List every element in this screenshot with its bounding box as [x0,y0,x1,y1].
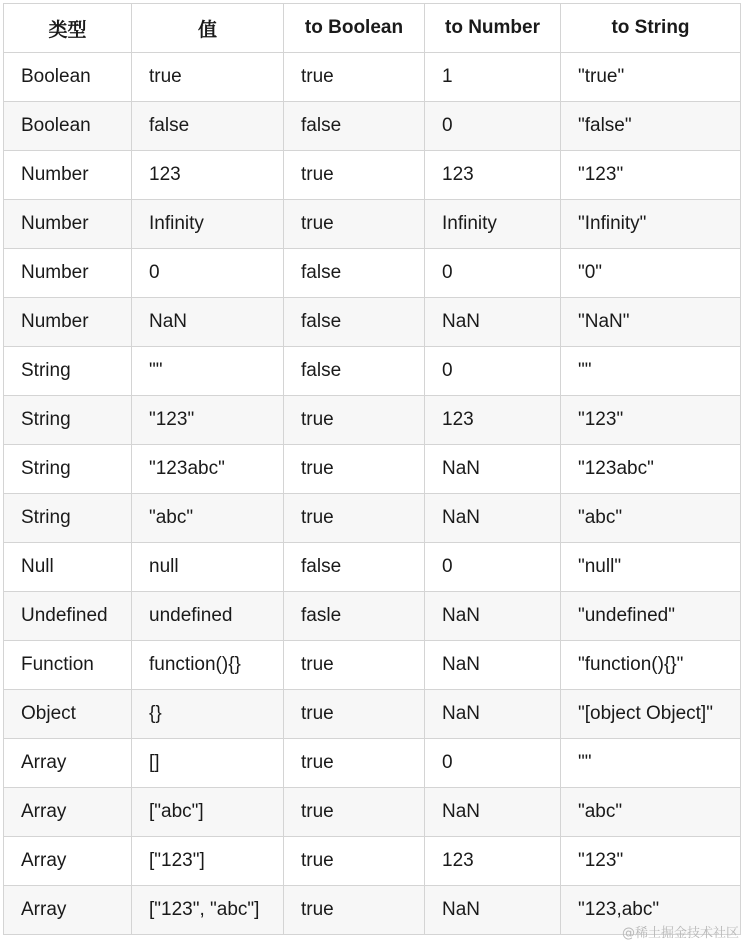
to-boolean-cell: fasle [284,592,425,641]
table-row [4,200,741,249]
header-type: 类型 [4,4,132,53]
table-row [4,396,741,445]
to-string-cell: "123" [561,151,741,200]
to-number-cell: NaN [425,592,561,641]
to-number-cell: NaN [425,788,561,837]
to-number-cell: 0 [425,249,561,298]
to-boolean-cell: true [284,886,425,935]
to-boolean-cell: true [284,837,425,886]
to-number-cell: 123 [425,396,561,445]
value-cell: "abc" [132,494,284,543]
value-cell: null [132,543,284,592]
to-boolean-cell: true [284,200,425,249]
type-cell: Boolean [4,102,132,151]
to-string-cell: "abc" [561,788,741,837]
to-string-cell: "abc" [561,494,741,543]
value-cell: [] [132,739,284,788]
to-number-cell: 1 [425,53,561,102]
to-string-cell: "null" [561,543,741,592]
type-cell: Array [4,886,132,935]
value-cell: ["abc"] [132,788,284,837]
value-cell: undefined [132,592,284,641]
to-boolean-cell: false [284,102,425,151]
table-row [4,592,741,641]
to-number-cell: 0 [425,102,561,151]
to-number-cell: NaN [425,641,561,690]
header-to-string: to String [561,4,741,53]
header-to-boolean: to Boolean [284,4,425,53]
value-cell: Infinity [132,200,284,249]
to-boolean-cell: true [284,494,425,543]
to-string-cell: "" [561,739,741,788]
to-string-cell: "0" [561,249,741,298]
to-number-cell: 0 [425,543,561,592]
header-value: 值 [132,4,284,53]
type-cell: Array [4,739,132,788]
table-row [4,788,741,837]
to-boolean-cell: false [284,298,425,347]
value-cell: true [132,53,284,102]
table-row [4,347,741,396]
watermark: @稀土掘金技术社区 [621,926,739,941]
table-row [4,641,741,690]
table-row [4,151,741,200]
table-row [4,53,741,102]
type-cell: Null [4,543,132,592]
to-string-cell: "undefined" [561,592,741,641]
to-number-cell: NaN [425,298,561,347]
to-string-cell: "123,abc" [561,886,741,935]
to-boolean-cell: true [284,445,425,494]
to-string-cell: "123" [561,396,741,445]
type-cell: String [4,445,132,494]
table-row [4,298,741,347]
type-cell: Number [4,298,132,347]
to-boolean-cell: false [284,249,425,298]
table-row [4,102,741,151]
type-cell: Number [4,200,132,249]
to-number-cell: Infinity [425,200,561,249]
to-string-cell: "true" [561,53,741,102]
value-cell: ["123", "abc"] [132,886,284,935]
to-number-cell: 0 [425,347,561,396]
to-boolean-cell: true [284,151,425,200]
table-header-row [4,4,741,53]
header-to-number: to Number [425,4,561,53]
type-cell: Number [4,249,132,298]
type-cell: Array [4,788,132,837]
to-boolean-cell: true [284,788,425,837]
to-number-cell: 123 [425,837,561,886]
to-string-cell: "123abc" [561,445,741,494]
to-number-cell: NaN [425,690,561,739]
value-cell: NaN [132,298,284,347]
to-string-cell: "123" [561,837,741,886]
value-cell: "" [132,347,284,396]
table-body [4,53,741,935]
type-cell: String [4,396,132,445]
table-row [4,249,741,298]
to-boolean-cell: true [284,739,425,788]
value-cell: {} [132,690,284,739]
value-cell: "123abc" [132,445,284,494]
value-cell: false [132,102,284,151]
type-cell: Undefined [4,592,132,641]
type-cell: String [4,494,132,543]
type-cell: Number [4,151,132,200]
to-string-cell: "Infinity" [561,200,741,249]
value-cell: ["123"] [132,837,284,886]
to-number-cell: 0 [425,739,561,788]
type-cell: String [4,347,132,396]
table-row [4,445,741,494]
to-boolean-cell: true [284,53,425,102]
type-cell: Array [4,837,132,886]
to-string-cell: "NaN" [561,298,741,347]
to-string-cell: "[object Object]" [561,690,741,739]
table-row [4,690,741,739]
to-boolean-cell: true [284,690,425,739]
value-cell: function(){} [132,641,284,690]
to-string-cell: "function(){}" [561,641,741,690]
to-number-cell: NaN [425,886,561,935]
to-number-cell: NaN [425,494,561,543]
type-conversion-table [3,3,741,935]
to-number-cell: 123 [425,151,561,200]
type-cell: Object [4,690,132,739]
table-row [4,494,741,543]
type-cell: Function [4,641,132,690]
to-string-cell: "" [561,347,741,396]
to-boolean-cell: true [284,641,425,690]
to-boolean-cell: true [284,396,425,445]
value-cell: "123" [132,396,284,445]
table-row [4,739,741,788]
value-cell: 123 [132,151,284,200]
table-row [4,543,741,592]
value-cell: 0 [132,249,284,298]
table-row [4,837,741,886]
to-boolean-cell: false [284,347,425,396]
type-cell: Boolean [4,53,132,102]
to-boolean-cell: false [284,543,425,592]
to-number-cell: NaN [425,445,561,494]
to-string-cell: "false" [561,102,741,151]
